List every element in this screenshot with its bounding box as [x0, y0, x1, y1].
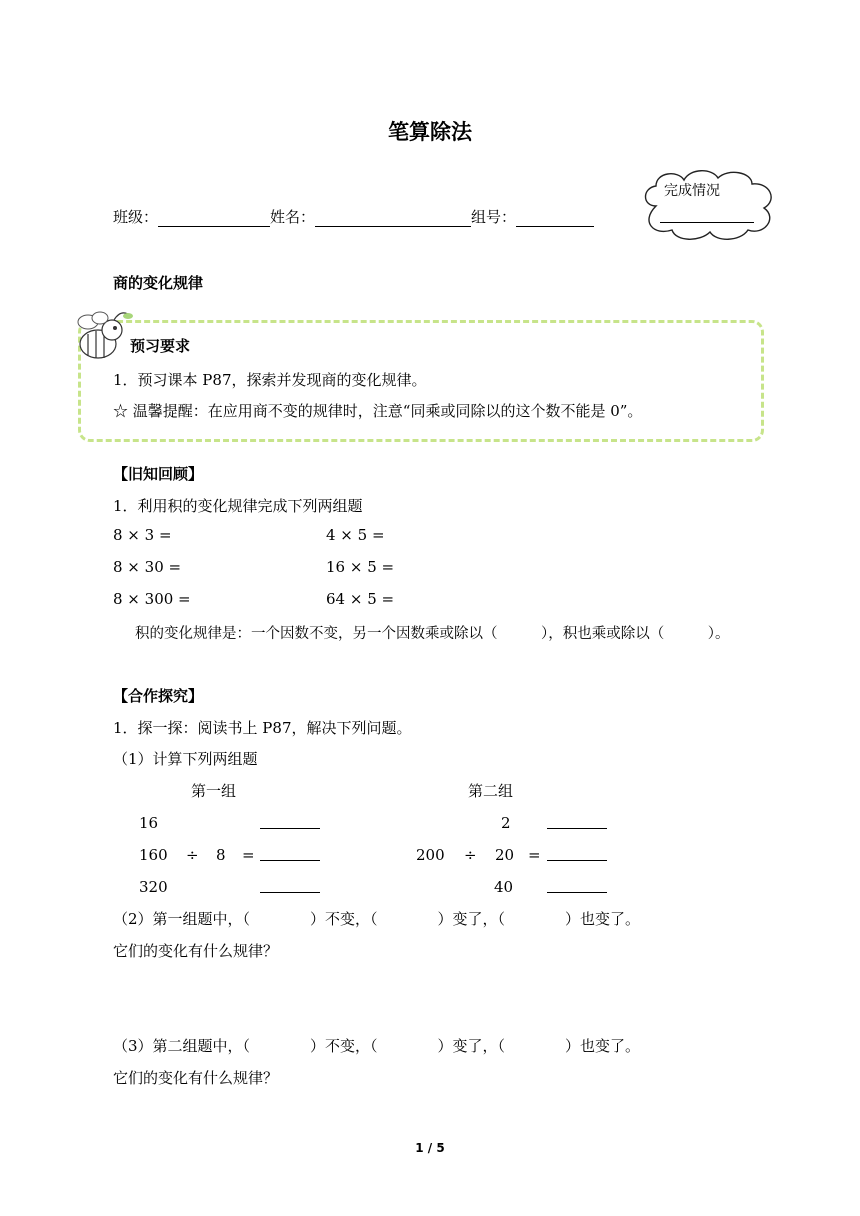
group2-answer-3 [547, 878, 607, 897]
group1-answer-2 [260, 846, 320, 865]
explore-q1: 1．探一探：阅读书上 P87，解决下列问题。 [113, 719, 412, 737]
group1-dividend-3: 320 [139, 878, 168, 896]
completion-blank [660, 222, 754, 223]
group1-dividend-1: 16 [139, 814, 159, 832]
explore-sub2-question: 它们的变化有什么规律？ [113, 942, 279, 960]
group2-dividend-3: 40 [494, 878, 514, 896]
group1-answer-3 [260, 878, 320, 897]
class-label: 班级： [113, 208, 159, 226]
group2-divide-sign: ÷ [464, 846, 477, 864]
group2-answer-2 [547, 846, 607, 865]
review-q1: 1．利用积的变化规律完成下列两组题 [113, 497, 363, 515]
group-label: 组号： [471, 208, 517, 226]
group2-dividend-2: 200 [416, 846, 445, 864]
name-label: 姓名： [270, 208, 316, 226]
group1-divisor: 8 [216, 846, 226, 864]
preview-item-2: ☆ 温馨提醒：在应用商不变的规律时，注意“同乘或同除以的这个数不能是 0”。 [113, 402, 643, 420]
group2-answer-1 [547, 814, 607, 833]
name-blank [315, 210, 471, 227]
review-heading: 【旧知回顾】 [113, 465, 204, 483]
group1-dividend-2: 160 [139, 846, 168, 864]
review-right-2: 16 × 5 = [326, 558, 395, 576]
class-blank [158, 210, 270, 227]
group-blank [516, 210, 594, 227]
group1-answer-1 [260, 814, 320, 833]
group1-equals: = [242, 846, 255, 864]
group2-label: 第二组 [468, 782, 514, 800]
review-right-3: 64 × 5 = [326, 590, 395, 608]
explore-sub1: （1）计算下列两组题 [113, 750, 258, 768]
section-heading: 商的变化规律 [113, 274, 204, 292]
preview-heading: 预习要求 [130, 337, 191, 355]
review-right-1: 4 × 5 = [326, 526, 385, 544]
explore-sub2: （2）第一组题中，（ ）不变，（ ）变了，（ ）也变了。 [113, 910, 641, 928]
explore-heading: 【合作探究】 [113, 687, 204, 705]
group2-dividend-1: 2 [501, 814, 511, 832]
group1-label: 第一组 [191, 782, 237, 800]
completion-label: 完成情况 [664, 183, 720, 199]
page-title: 笔算除法 [388, 120, 472, 144]
class-field [113, 206, 594, 227]
group1-divide-sign: ÷ [186, 846, 199, 864]
cloud-icon [636, 166, 782, 242]
explore-sub3: （3）第二组题中，（ ）不变，（ ）变了，（ ）也变了。 [113, 1037, 641, 1055]
group2-equals: = [528, 846, 541, 864]
review-rule: 积的变化规律是：一个因数不变，另一个因数乘或除以（ ），积也乘或除以（ ）。 [135, 626, 730, 642]
explore-sub3-question: 它们的变化有什么规律？ [113, 1069, 279, 1087]
group2-divisor: 20 [495, 846, 515, 864]
bee-icon [70, 308, 134, 370]
preview-item-1: 1．预习课本 P87，探索并发现商的变化规律。 [113, 371, 427, 389]
review-left-1: 8 × 3 = [113, 526, 172, 544]
page-number: 1 / 5 [415, 1141, 445, 1155]
review-left-2: 8 × 30 = [113, 558, 182, 576]
review-left-3: 8 × 300 = [113, 590, 191, 608]
